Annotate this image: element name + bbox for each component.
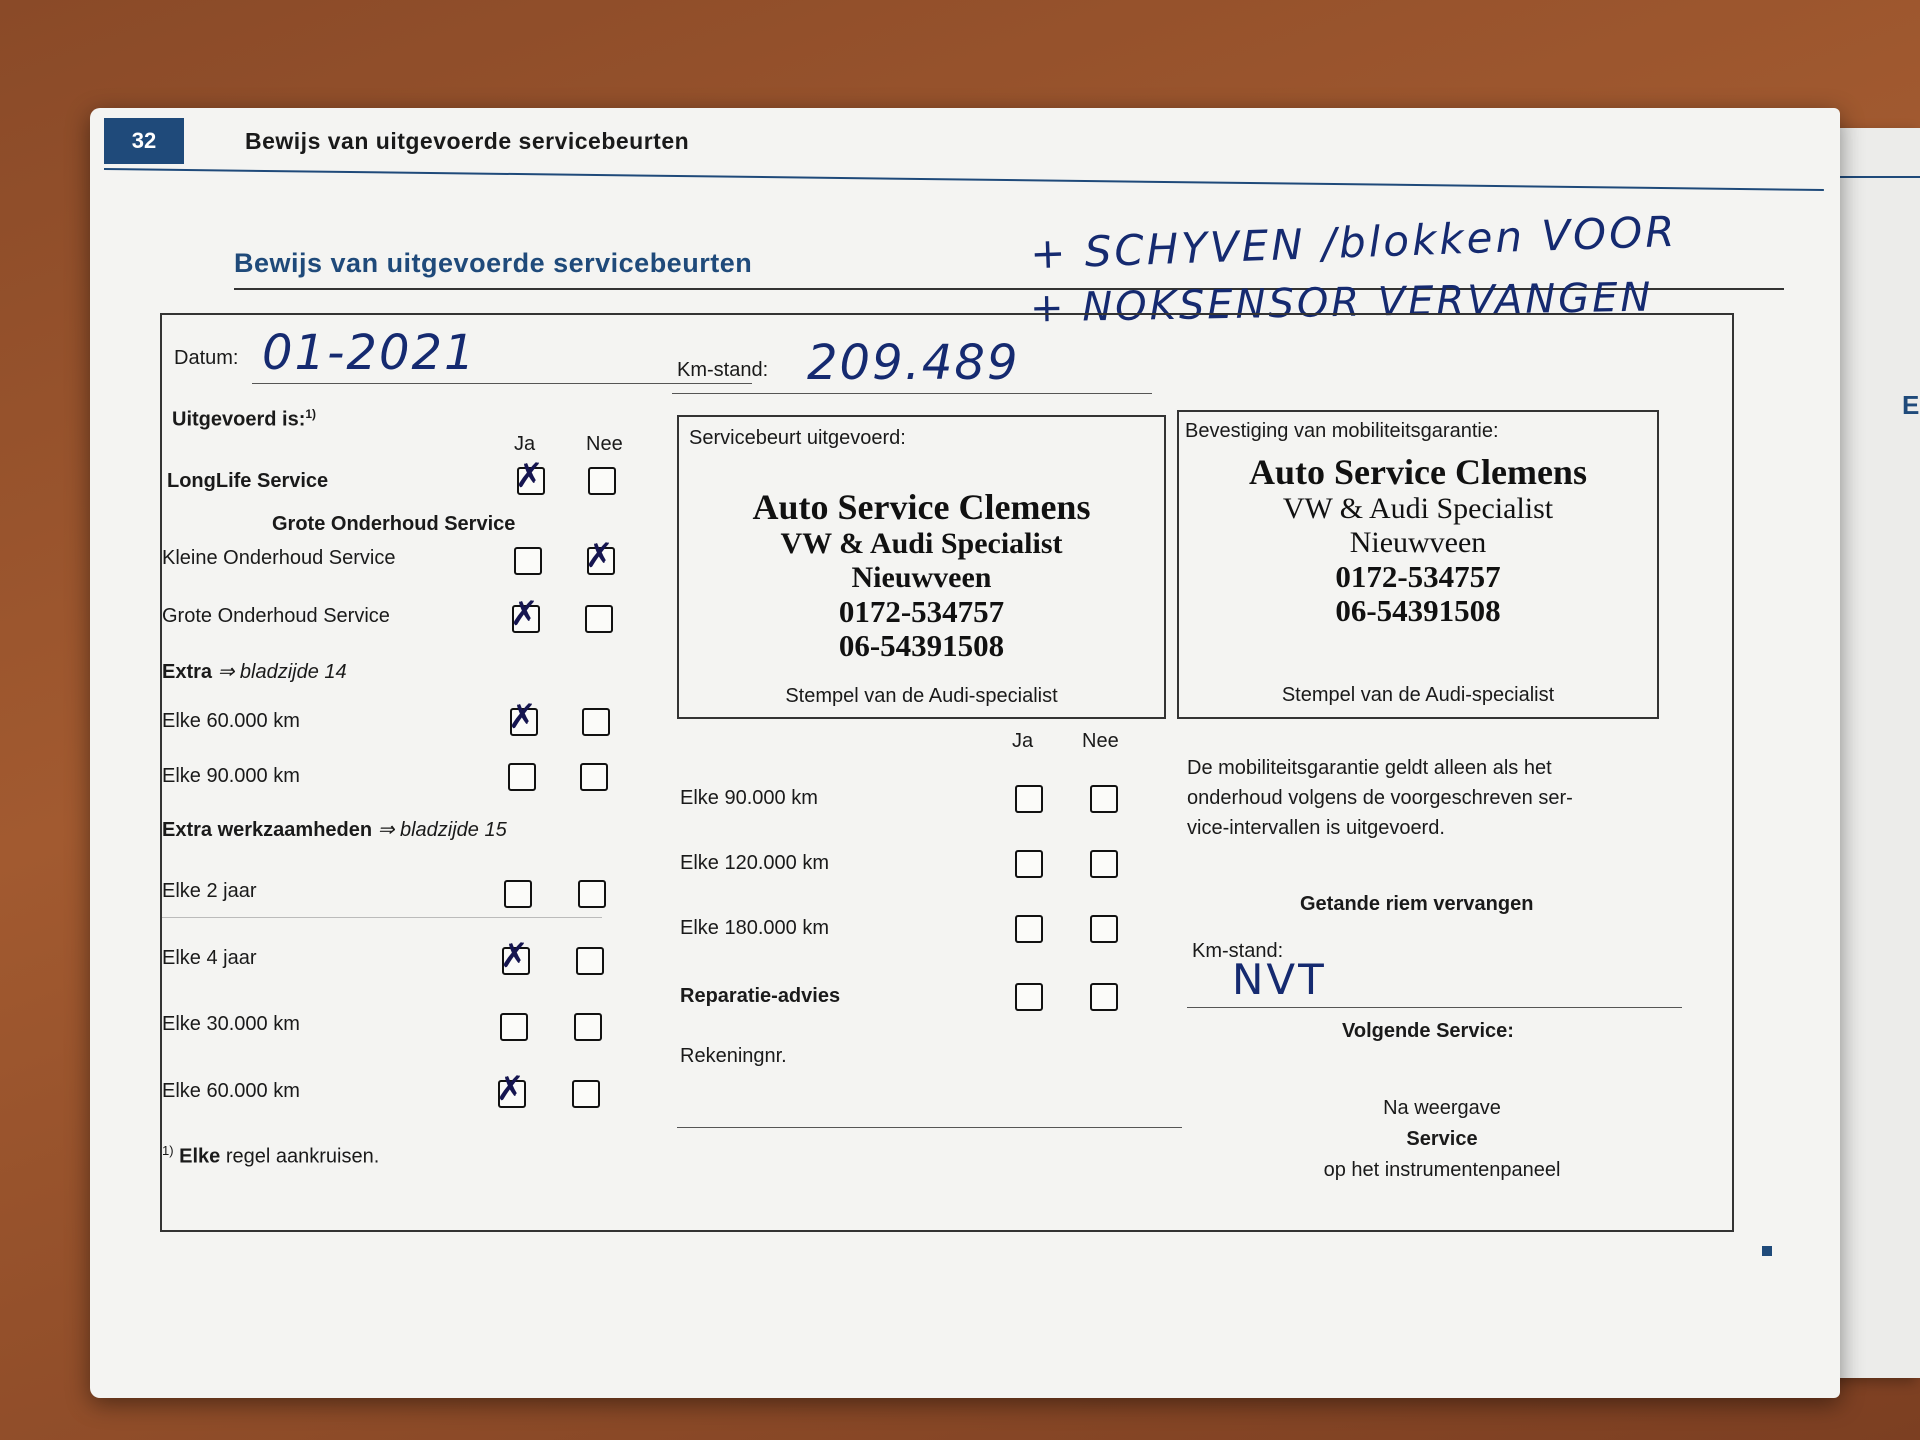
middle-row-120000-label: Elke 120.000 km bbox=[680, 852, 829, 874]
stamp-name: Auto Service Clemens bbox=[1249, 452, 1587, 492]
adjacent-page-letter: E bbox=[1902, 390, 1920, 420]
row-grote-label: Grote Onderhoud Service bbox=[162, 605, 390, 627]
stamp-phone-2: 06-54391508 bbox=[1335, 593, 1501, 629]
volgende-service-heading: Volgende Service: bbox=[1342, 1020, 1514, 1042]
check-x-icon: ✗ bbox=[496, 1069, 525, 1109]
section-title: Bewijs van uitgevoerde servicebeurten bbox=[234, 248, 753, 278]
stamp-specialism: VW & Audi Specialist bbox=[1282, 492, 1554, 526]
mobility-stempel-caption: Stempel van de Audi-specialist bbox=[1281, 684, 1555, 706]
grote-nee-checkbox[interactable] bbox=[585, 605, 613, 633]
mobility-stamp-box bbox=[1177, 410, 1659, 719]
service-box-title: Servicebeurt uitgevoerd: bbox=[689, 427, 906, 449]
stamp-specialism: VW & Audi Specialist bbox=[780, 527, 1063, 561]
mobility-box-title: Bevestiging van mobiliteitsgarantie: bbox=[1185, 420, 1499, 442]
riem-km-value[interactable]: NVT bbox=[1232, 955, 1327, 1004]
mobility-text: De mobiliteitsgarantie geldt alleen als het onderhoud volgens de voorgeschreven ser- vice-intervallen is uitgevoerd. bbox=[1187, 757, 1573, 839]
werk-2jaar-ja-checkbox[interactable] bbox=[504, 880, 532, 908]
rekening-underline bbox=[677, 1127, 1182, 1128]
km-label: Km-stand: bbox=[677, 359, 769, 381]
page-number: 32 bbox=[104, 118, 184, 164]
ja-header: Ja bbox=[514, 433, 536, 455]
footnote: $^{1)}$ Elke regel aankruisen. bbox=[162, 1143, 380, 1168]
row-longlife-label: LongLife Service bbox=[167, 470, 329, 492]
middle-row-90000-label: Elke 90.000 km bbox=[680, 787, 818, 809]
extra-row-90000-label: Elke 90.000 km bbox=[162, 765, 300, 787]
na-weergave-text: Na weergave Service op het instrumentenpaneel bbox=[1323, 1097, 1561, 1181]
longlife-nee-checkbox[interactable] bbox=[588, 467, 616, 495]
datum-label: Datum: bbox=[174, 347, 239, 369]
middle-120000-ja-checkbox[interactable] bbox=[1015, 850, 1043, 878]
middle-row-180000-label: Elke 180.000 km bbox=[680, 917, 829, 939]
reparatie-ja-checkbox[interactable] bbox=[1015, 983, 1043, 1011]
dealer-stamp bbox=[679, 487, 1164, 664]
extra-60000-ja-checkbox[interactable] bbox=[508, 697, 538, 737]
check-x-icon: ✗ bbox=[500, 936, 529, 976]
row-separator bbox=[162, 917, 602, 918]
page-header-title: Bewijs van uitgevoerde servicebeurten bbox=[245, 128, 690, 154]
header-rule bbox=[104, 168, 1824, 191]
end-marker-square bbox=[1762, 1246, 1772, 1256]
riem-km-underline bbox=[1187, 1007, 1682, 1008]
stamp-city: Nieuwveen bbox=[851, 560, 992, 594]
extra-row-60000-label: Elke 60.000 km bbox=[162, 710, 300, 732]
handwritten-note-2: + NOKSENSOR VERVANGEN bbox=[1029, 274, 1654, 332]
longlife-ja-checkbox[interactable] bbox=[515, 456, 545, 496]
middle-90000-nee-checkbox[interactable] bbox=[1090, 785, 1118, 813]
stamp-phone-1: 0172-534757 bbox=[838, 593, 1005, 629]
stamp-phone-2: 06-54391508 bbox=[838, 628, 1005, 664]
middle-180000-ja-checkbox[interactable] bbox=[1015, 915, 1043, 943]
handwritten-note-1: + SCHYVEN /blokken VOOR bbox=[1029, 206, 1679, 279]
middle-nee-header: Nee bbox=[1082, 730, 1119, 752]
werk-30000-ja-checkbox[interactable] bbox=[500, 1013, 528, 1041]
extra-90000-ja-checkbox[interactable] bbox=[508, 763, 536, 791]
stamp-phone-1: 0172-534757 bbox=[1335, 558, 1501, 594]
km-value[interactable]: 209.489 bbox=[807, 335, 1020, 391]
werkzaamheden-heading: Extra werkzaamheden ⇒ bladzijde 15 bbox=[162, 819, 507, 841]
werk-4jaar-nee-checkbox[interactable] bbox=[576, 947, 604, 975]
werk-60000-ja-checkbox[interactable] bbox=[496, 1069, 526, 1109]
extra-heading: Extra ⇒ bladzijde 14 bbox=[162, 661, 347, 683]
kleine-ja-checkbox[interactable] bbox=[514, 547, 542, 575]
stamp-name: Auto Service Clemens bbox=[752, 487, 1091, 527]
werk-row-60000-label: Elke 60.000 km bbox=[162, 1080, 300, 1102]
riem-heading: Getande riem vervangen bbox=[1300, 893, 1534, 915]
extra-60000-nee-checkbox[interactable] bbox=[582, 708, 610, 736]
km-underline bbox=[672, 393, 1152, 394]
reparatie-nee-checkbox[interactable] bbox=[1090, 983, 1118, 1011]
check-x-icon: ✗ bbox=[585, 536, 614, 576]
service-booklet-page bbox=[90, 108, 1840, 1398]
kleine-nee-checkbox[interactable] bbox=[585, 536, 615, 576]
extra-90000-nee-checkbox[interactable] bbox=[580, 763, 608, 791]
werk-60000-nee-checkbox[interactable] bbox=[572, 1080, 600, 1108]
middle-120000-nee-checkbox[interactable] bbox=[1090, 850, 1118, 878]
row-kleine-label: Kleine Onderhoud Service bbox=[162, 547, 396, 569]
service-stempel-caption: Stempel van de Audi-specialist bbox=[785, 685, 1058, 707]
werk-2jaar-nee-checkbox[interactable] bbox=[578, 880, 606, 908]
dealer-stamp-mobility bbox=[1179, 452, 1657, 629]
werk-30000-nee-checkbox[interactable] bbox=[574, 1013, 602, 1041]
werk-row-30000-label: Elke 30.000 km bbox=[162, 1013, 300, 1035]
grote-ja-checkbox[interactable] bbox=[510, 594, 540, 634]
riem-km-label: Km-stand: bbox=[1192, 940, 1284, 962]
middle-180000-nee-checkbox[interactable] bbox=[1090, 915, 1118, 943]
check-x-icon: ✗ bbox=[508, 697, 537, 737]
check-x-icon: ✗ bbox=[510, 594, 539, 634]
uitgevoerd-label: Uitgevoerd is:$^{1)}$ bbox=[172, 407, 317, 431]
datum-underline bbox=[252, 383, 752, 384]
check-x-icon: ✗ bbox=[515, 456, 544, 496]
werk-4jaar-ja-checkbox[interactable] bbox=[500, 936, 530, 976]
stamp-city: Nieuwveen bbox=[1349, 525, 1487, 559]
middle-row-reparatie-label: Reparatie-advies bbox=[680, 985, 841, 1007]
service-record-form bbox=[160, 313, 1734, 1232]
service-stamp-box bbox=[677, 415, 1166, 719]
middle-90000-ja-checkbox[interactable] bbox=[1015, 785, 1043, 813]
grote-onderhoud-heading: Grote Onderhoud Service bbox=[272, 513, 516, 535]
werk-row-4jaar-label: Elke 4 jaar bbox=[162, 947, 257, 969]
nee-header: Nee bbox=[586, 433, 623, 455]
middle-ja-header: Ja bbox=[1012, 730, 1034, 752]
datum-value[interactable]: 01-2021 bbox=[262, 325, 477, 381]
rekening-label: Rekeningnr. bbox=[680, 1045, 787, 1067]
werk-row-2jaar-label: Elke 2 jaar bbox=[162, 880, 257, 902]
